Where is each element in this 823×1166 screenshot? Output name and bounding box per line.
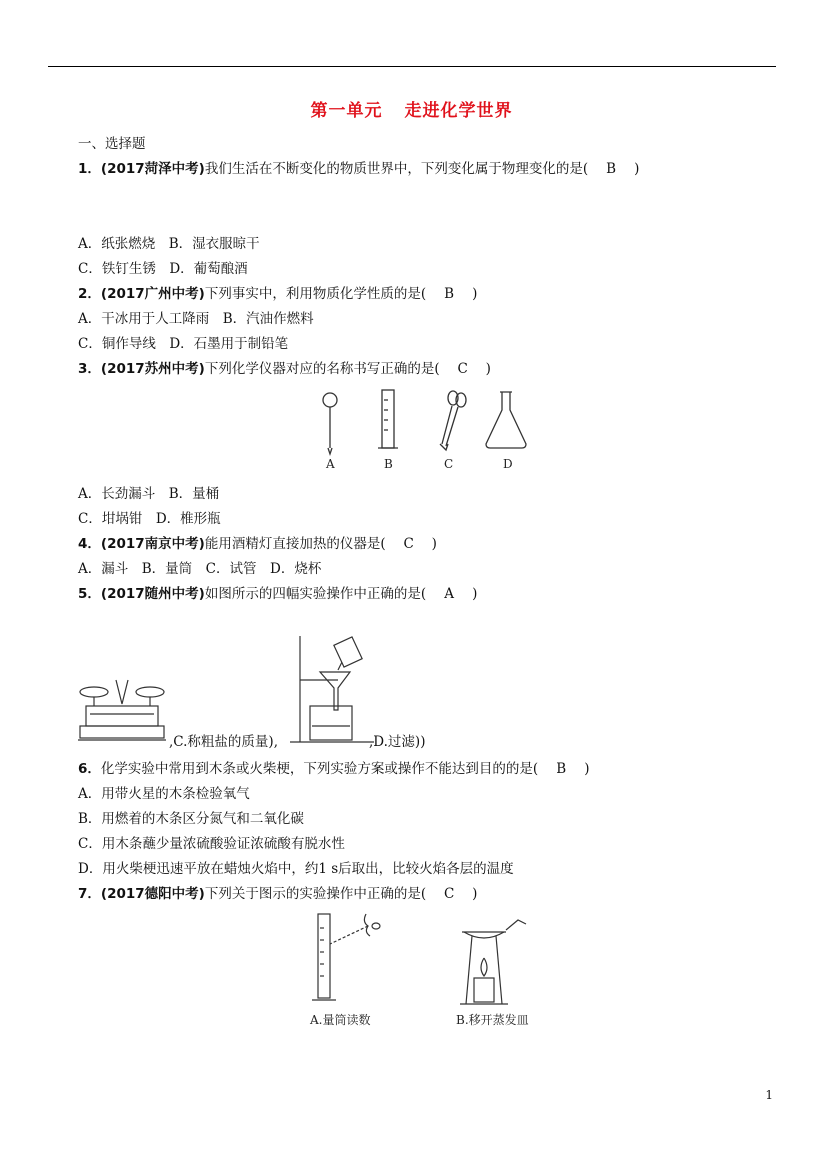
answer: C (443, 886, 455, 902)
question-5: 5．(2017随州中考)如图所示的四幅实验操作中正确的是( A ) (78, 586, 478, 602)
filtration-figure (290, 632, 380, 748)
graduated-cylinder-icon (378, 390, 398, 448)
page-number: 1 (765, 1088, 773, 1102)
option-line: A．用带火星的木条检验氧气 (78, 786, 250, 802)
figure-label-b: B (384, 457, 393, 471)
question-3: 3．(2017苏州中考)下列化学仪器对应的名称书写正确的是( C ) (78, 361, 491, 377)
header-rule (48, 66, 776, 67)
answer: B (606, 161, 617, 177)
option-line: A．长劲漏斗 B．量桶 (78, 486, 220, 502)
option-line: D．用火柴梗迅速平放在蜡烛火焰中，约1 s后取出，比较火焰各层的温度 (78, 861, 514, 877)
option-line: A．干冰用于人工降雨 B．汽油作燃料 (78, 311, 314, 327)
option-line: C．铁钉生锈 D．葡萄酿酒 (78, 261, 248, 277)
option-line: B．用燃着的木条区分氮气和二氧化碳 (78, 811, 304, 827)
cylinder-reading-icon (312, 914, 380, 1000)
answer: B (444, 286, 455, 302)
caption-c: ,C.称粗盐的质量), (169, 734, 278, 750)
conical-flask-icon (486, 392, 526, 448)
section-heading: 一、选择题 (78, 136, 146, 152)
answer: B (556, 761, 567, 777)
figure-label-c: C (444, 457, 454, 471)
figure-label-a: A (326, 457, 335, 471)
question-1: 1．(2017菏泽中考)我们生活在不断变化的物质世界中，下列变化属于物理变化的是( B ) (78, 161, 640, 177)
crucible-tongs-icon (440, 391, 466, 450)
page-title (0, 96, 823, 121)
option-line: A．漏斗 B．量筒 C．试管 D．烧杯 (78, 561, 322, 577)
long-neck-funnel-icon (323, 393, 337, 454)
figure-label-d: D (503, 457, 513, 471)
question-2: 2．(2017广州中考)下列事实中，利用物质化学性质的是( B ) (78, 286, 478, 302)
answer: C (457, 361, 468, 377)
option-line: C．用木条蘸少量浓硫酸验证浓硫酸有脱水性 (78, 836, 345, 852)
title-topic: 走进化学世界 (404, 101, 513, 121)
question-4: 4．(2017南京中考)能用酒精灯直接加热的仪器是( C ) (78, 536, 437, 552)
answer: A (444, 586, 454, 602)
option-line: C．铜作导线 D．石墨用于制铅笔 (78, 336, 289, 352)
option-line: C．坩埚钳 D．椎形瓶 (78, 511, 221, 527)
balance-figure (76, 676, 170, 748)
filtration-setup-icon (290, 636, 374, 742)
question-7: 7．(2017德阳中考)下列关于图示的实验操作中正确的是( C ) (78, 886, 478, 902)
instrument-figure (300, 386, 550, 472)
caption-d: ,D.过滤)) (369, 734, 426, 750)
balance-icon (78, 680, 166, 740)
figure-label-a: A.量筒读数 (310, 1013, 371, 1027)
title-unit: 第一单元 (310, 101, 383, 121)
evaporation-icon (460, 920, 526, 1004)
figure-label-b: B.移开蒸发皿 (456, 1013, 529, 1027)
option-line: A．纸张燃烧 B．湿衣服晾干 (78, 236, 260, 252)
question-6: 6．化学实验中常用到木条或火柴梗，下列实验方案或操作不能达到目的的是( B ) (78, 761, 590, 777)
answer: C (403, 536, 414, 552)
operation-figure (296, 908, 556, 1032)
